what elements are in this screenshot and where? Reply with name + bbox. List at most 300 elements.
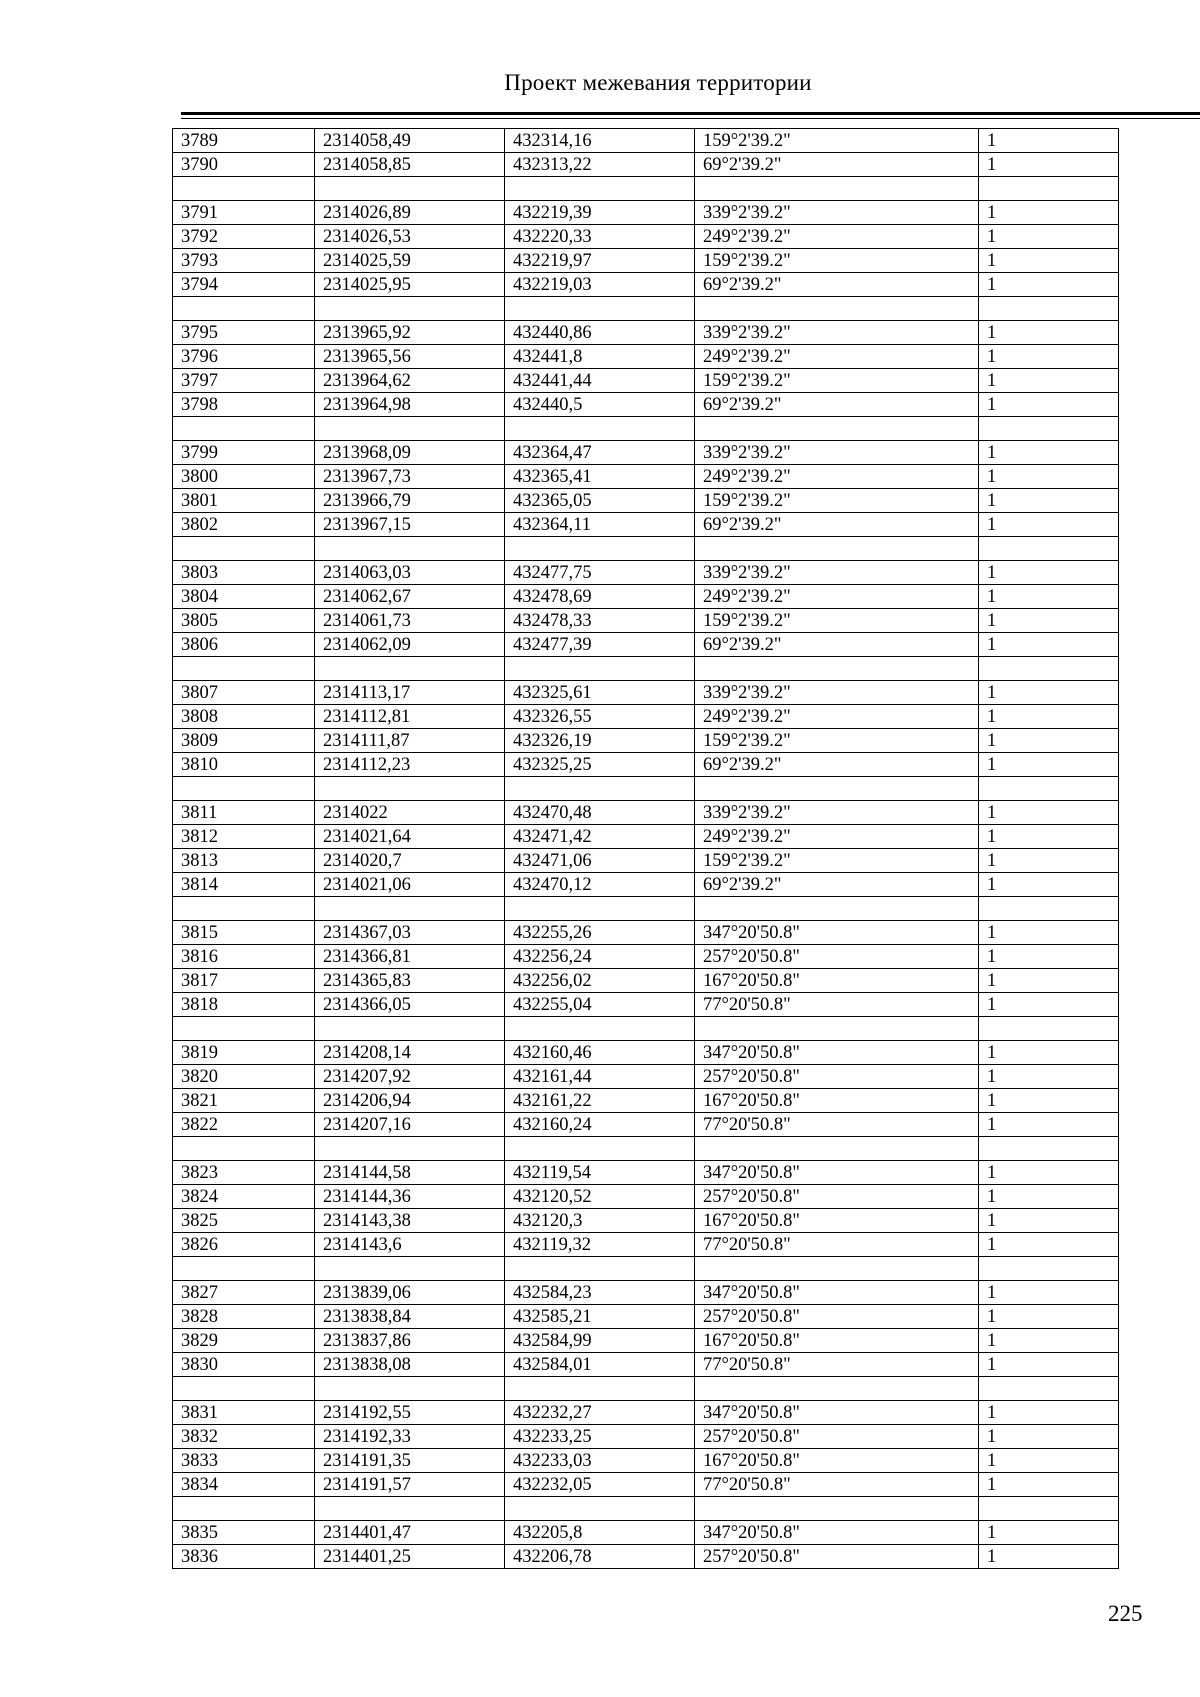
x-coordinate-cell: 2314021,06 [315, 873, 505, 897]
y-coordinate-cell: 432441,44 [505, 369, 695, 393]
distance-cell: 1 [979, 1425, 1119, 1449]
point-number-cell: 3797 [173, 369, 315, 393]
point-number-cell: 3823 [173, 1161, 315, 1185]
direction-angle-cell: 167°20'50.8" [695, 1209, 979, 1233]
point-number-cell: 3819 [173, 1041, 315, 1065]
y-coordinate-cell: 432160,24 [505, 1113, 695, 1137]
point-number-cell [173, 1377, 315, 1401]
point-number-cell [173, 897, 315, 921]
y-coordinate-cell [505, 777, 695, 801]
distance-cell: 1 [979, 1089, 1119, 1113]
direction-angle-cell: 159°2'39.2" [695, 249, 979, 273]
point-number-cell: 3808 [173, 705, 315, 729]
distance-cell: 1 [979, 513, 1119, 537]
direction-angle-cell [695, 537, 979, 561]
x-coordinate-cell: 2313967,73 [315, 465, 505, 489]
table-row [173, 1281, 1119, 1305]
table-row [173, 585, 1119, 609]
x-coordinate-cell [315, 777, 505, 801]
point-number-cell: 3815 [173, 921, 315, 945]
table-row [173, 441, 1119, 465]
point-number-cell: 3790 [173, 153, 315, 177]
y-coordinate-cell: 432206,78 [505, 1545, 695, 1569]
distance-cell: 1 [979, 1449, 1119, 1473]
x-coordinate-cell: 2314112,23 [315, 753, 505, 777]
point-number-cell: 3807 [173, 681, 315, 705]
distance-cell: 1 [979, 561, 1119, 585]
distance-cell [979, 1257, 1119, 1281]
y-coordinate-cell: 432325,61 [505, 681, 695, 705]
table-row [173, 225, 1119, 249]
distance-cell [979, 1377, 1119, 1401]
distance-cell: 1 [979, 225, 1119, 249]
distance-cell: 1 [979, 369, 1119, 393]
point-number-cell: 3828 [173, 1305, 315, 1329]
table-row [173, 1113, 1119, 1137]
table-row [173, 1545, 1119, 1569]
point-number-cell: 3827 [173, 1281, 315, 1305]
point-number-cell: 3793 [173, 249, 315, 273]
distance-cell: 1 [979, 753, 1119, 777]
point-number-cell: 3798 [173, 393, 315, 417]
x-coordinate-cell: 2314192,33 [315, 1425, 505, 1449]
header-rule-thick [181, 112, 1200, 115]
distance-cell: 1 [979, 705, 1119, 729]
direction-angle-cell: 159°2'39.2" [695, 129, 979, 153]
x-coordinate-cell: 2314063,03 [315, 561, 505, 585]
point-number-cell: 3800 [173, 465, 315, 489]
direction-angle-cell: 77°20'50.8" [695, 1233, 979, 1257]
point-number-cell [173, 537, 315, 561]
direction-angle-cell: 257°20'50.8" [695, 945, 979, 969]
direction-angle-cell [695, 777, 979, 801]
distance-cell [979, 417, 1119, 441]
y-coordinate-cell: 432440,86 [505, 321, 695, 345]
x-coordinate-cell: 2314025,59 [315, 249, 505, 273]
direction-angle-cell: 257°20'50.8" [695, 1065, 979, 1089]
point-number-cell: 3799 [173, 441, 315, 465]
distance-cell: 1 [979, 585, 1119, 609]
y-coordinate-cell [505, 537, 695, 561]
point-number-cell [173, 1137, 315, 1161]
y-coordinate-cell [505, 417, 695, 441]
point-number-cell: 3809 [173, 729, 315, 753]
direction-angle-cell: 339°2'39.2" [695, 201, 979, 225]
y-coordinate-cell [505, 897, 695, 921]
distance-cell: 1 [979, 1329, 1119, 1353]
y-coordinate-cell [505, 1017, 695, 1041]
direction-angle-cell: 167°20'50.8" [695, 1449, 979, 1473]
y-coordinate-cell: 432471,42 [505, 825, 695, 849]
coordinates-table [172, 128, 1119, 1569]
direction-angle-cell [695, 1017, 979, 1041]
direction-angle-cell: 257°20'50.8" [695, 1185, 979, 1209]
point-number-cell: 3825 [173, 1209, 315, 1233]
x-coordinate-cell [315, 657, 505, 681]
distance-cell [979, 657, 1119, 681]
y-coordinate-cell: 432233,25 [505, 1425, 695, 1449]
point-number-cell: 3831 [173, 1401, 315, 1425]
table-row [173, 849, 1119, 873]
distance-cell: 1 [979, 321, 1119, 345]
table-row [173, 1473, 1119, 1497]
point-number-cell [173, 777, 315, 801]
y-coordinate-cell: 432255,26 [505, 921, 695, 945]
direction-angle-cell: 339°2'39.2" [695, 321, 979, 345]
point-number-cell [173, 1497, 315, 1521]
direction-angle-cell [695, 177, 979, 201]
x-coordinate-cell: 2314191,57 [315, 1473, 505, 1497]
x-coordinate-cell: 2314143,38 [315, 1209, 505, 1233]
direction-angle-cell: 249°2'39.2" [695, 345, 979, 369]
x-coordinate-cell [315, 1257, 505, 1281]
point-number-cell: 3835 [173, 1521, 315, 1545]
distance-cell: 1 [979, 969, 1119, 993]
y-coordinate-cell [505, 1377, 695, 1401]
header-rule-thin [181, 118, 1200, 119]
point-number-cell: 3795 [173, 321, 315, 345]
separator-row [173, 897, 1119, 921]
distance-cell: 1 [979, 729, 1119, 753]
distance-cell: 1 [979, 921, 1119, 945]
table-row [173, 249, 1119, 273]
x-coordinate-cell: 2314111,87 [315, 729, 505, 753]
x-coordinate-cell: 2313838,84 [315, 1305, 505, 1329]
table-row [173, 921, 1119, 945]
y-coordinate-cell: 432161,44 [505, 1065, 695, 1089]
point-number-cell: 3832 [173, 1425, 315, 1449]
y-coordinate-cell: 432365,05 [505, 489, 695, 513]
distance-cell: 1 [979, 273, 1119, 297]
table-row [173, 969, 1119, 993]
y-coordinate-cell: 432365,41 [505, 465, 695, 489]
direction-angle-cell: 339°2'39.2" [695, 561, 979, 585]
distance-cell: 1 [979, 1353, 1119, 1377]
distance-cell: 1 [979, 1521, 1119, 1545]
direction-angle-cell: 249°2'39.2" [695, 585, 979, 609]
point-number-cell: 3824 [173, 1185, 315, 1209]
distance-cell: 1 [979, 345, 1119, 369]
coordinates-table-body [173, 129, 1119, 1569]
x-coordinate-cell [315, 537, 505, 561]
separator-row [173, 777, 1119, 801]
y-coordinate-cell: 432120,52 [505, 1185, 695, 1209]
separator-row [173, 1497, 1119, 1521]
y-coordinate-cell: 432161,22 [505, 1089, 695, 1113]
distance-cell: 1 [979, 1281, 1119, 1305]
point-number-cell: 3817 [173, 969, 315, 993]
distance-cell: 1 [979, 1185, 1119, 1209]
x-coordinate-cell: 2314058,85 [315, 153, 505, 177]
point-number-cell: 3792 [173, 225, 315, 249]
direction-angle-cell [695, 297, 979, 321]
x-coordinate-cell: 2314062,67 [315, 585, 505, 609]
direction-angle-cell: 249°2'39.2" [695, 705, 979, 729]
point-number-cell: 3822 [173, 1113, 315, 1137]
point-number-cell: 3833 [173, 1449, 315, 1473]
page-title: Проект межевания территории [504, 70, 812, 95]
distance-cell: 1 [979, 801, 1119, 825]
direction-angle-cell: 77°20'50.8" [695, 1113, 979, 1137]
point-number-cell: 3801 [173, 489, 315, 513]
point-number-cell: 3794 [173, 273, 315, 297]
separator-row [173, 1017, 1119, 1041]
x-coordinate-cell [315, 1377, 505, 1401]
y-coordinate-cell: 432256,02 [505, 969, 695, 993]
y-coordinate-cell: 432205,8 [505, 1521, 695, 1545]
distance-cell: 1 [979, 1209, 1119, 1233]
distance-cell: 1 [979, 873, 1119, 897]
table-row [173, 321, 1119, 345]
point-number-cell: 3791 [173, 201, 315, 225]
direction-angle-cell: 159°2'39.2" [695, 369, 979, 393]
point-number-cell: 3811 [173, 801, 315, 825]
point-number-cell: 3816 [173, 945, 315, 969]
x-coordinate-cell: 2314365,83 [315, 969, 505, 993]
table-row [173, 1089, 1119, 1113]
direction-angle-cell: 347°20'50.8" [695, 921, 979, 945]
distance-cell: 1 [979, 681, 1119, 705]
distance-cell: 1 [979, 441, 1119, 465]
direction-angle-cell: 69°2'39.2" [695, 753, 979, 777]
y-coordinate-cell: 432364,11 [505, 513, 695, 537]
x-coordinate-cell: 2313968,09 [315, 441, 505, 465]
table-row [173, 1065, 1119, 1089]
table-row [173, 1161, 1119, 1185]
table-row [173, 1233, 1119, 1257]
table-row [173, 633, 1119, 657]
direction-angle-cell: 249°2'39.2" [695, 465, 979, 489]
table-row [173, 753, 1119, 777]
x-coordinate-cell: 2314401,25 [315, 1545, 505, 1569]
table-row [173, 273, 1119, 297]
y-coordinate-cell [505, 1137, 695, 1161]
direction-angle-cell [695, 1497, 979, 1521]
x-coordinate-cell: 2314207,92 [315, 1065, 505, 1089]
distance-cell: 1 [979, 1065, 1119, 1089]
point-number-cell: 3803 [173, 561, 315, 585]
table-row [173, 489, 1119, 513]
y-coordinate-cell: 432232,27 [505, 1401, 695, 1425]
direction-angle-cell: 77°20'50.8" [695, 1473, 979, 1497]
distance-cell [979, 1017, 1119, 1041]
y-coordinate-cell: 432477,39 [505, 633, 695, 657]
table-row [173, 369, 1119, 393]
x-coordinate-cell: 2313967,15 [315, 513, 505, 537]
direction-angle-cell [695, 657, 979, 681]
y-coordinate-cell: 432584,99 [505, 1329, 695, 1353]
distance-cell: 1 [979, 1305, 1119, 1329]
x-coordinate-cell [315, 897, 505, 921]
direction-angle-cell: 69°2'39.2" [695, 393, 979, 417]
table-row [173, 945, 1119, 969]
point-number-cell: 3812 [173, 825, 315, 849]
table-row [173, 1305, 1119, 1329]
page-number: 225 [1108, 1601, 1143, 1626]
direction-angle-cell [695, 1257, 979, 1281]
y-coordinate-cell [505, 1257, 695, 1281]
point-number-cell [173, 297, 315, 321]
table-row [173, 1449, 1119, 1473]
point-number-cell [173, 177, 315, 201]
point-number-cell [173, 1257, 315, 1281]
point-number-cell: 3806 [173, 633, 315, 657]
y-coordinate-cell: 432160,46 [505, 1041, 695, 1065]
distance-cell: 1 [979, 1473, 1119, 1497]
point-number-cell: 3796 [173, 345, 315, 369]
point-number-cell [173, 657, 315, 681]
distance-cell: 1 [979, 825, 1119, 849]
separator-row [173, 177, 1119, 201]
y-coordinate-cell: 432313,22 [505, 153, 695, 177]
separator-row [173, 417, 1119, 441]
direction-angle-cell: 159°2'39.2" [695, 849, 979, 873]
distance-cell: 1 [979, 1161, 1119, 1185]
distance-cell: 1 [979, 849, 1119, 873]
x-coordinate-cell: 2314206,94 [315, 1089, 505, 1113]
x-coordinate-cell: 2314191,35 [315, 1449, 505, 1473]
y-coordinate-cell: 432232,05 [505, 1473, 695, 1497]
x-coordinate-cell [315, 417, 505, 441]
y-coordinate-cell: 432255,04 [505, 993, 695, 1017]
x-coordinate-cell: 2314113,17 [315, 681, 505, 705]
direction-angle-cell: 339°2'39.2" [695, 441, 979, 465]
distance-cell: 1 [979, 633, 1119, 657]
point-number-cell [173, 1017, 315, 1041]
direction-angle-cell [695, 897, 979, 921]
direction-angle-cell: 159°2'39.2" [695, 489, 979, 513]
x-coordinate-cell [315, 1017, 505, 1041]
y-coordinate-cell: 432471,06 [505, 849, 695, 873]
distance-cell: 1 [979, 465, 1119, 489]
point-number-cell: 3810 [173, 753, 315, 777]
direction-angle-cell: 249°2'39.2" [695, 225, 979, 249]
x-coordinate-cell: 2314207,16 [315, 1113, 505, 1137]
x-coordinate-cell: 2313838,08 [315, 1353, 505, 1377]
y-coordinate-cell: 432314,16 [505, 129, 695, 153]
x-coordinate-cell: 2314112,81 [315, 705, 505, 729]
table-row [173, 801, 1119, 825]
separator-row [173, 657, 1119, 681]
y-coordinate-cell: 432220,33 [505, 225, 695, 249]
distance-cell: 1 [979, 1113, 1119, 1137]
direction-angle-cell: 69°2'39.2" [695, 633, 979, 657]
table-row [173, 465, 1119, 489]
point-number-cell: 3829 [173, 1329, 315, 1353]
direction-angle-cell: 69°2'39.2" [695, 873, 979, 897]
x-coordinate-cell: 2314026,89 [315, 201, 505, 225]
y-coordinate-cell: 432477,75 [505, 561, 695, 585]
x-coordinate-cell: 2314144,58 [315, 1161, 505, 1185]
y-coordinate-cell: 432325,25 [505, 753, 695, 777]
x-coordinate-cell: 2314061,73 [315, 609, 505, 633]
direction-angle-cell: 347°20'50.8" [695, 1161, 979, 1185]
x-coordinate-cell: 2314401,47 [315, 1521, 505, 1545]
direction-angle-cell: 339°2'39.2" [695, 801, 979, 825]
point-number-cell: 3814 [173, 873, 315, 897]
y-coordinate-cell: 432326,19 [505, 729, 695, 753]
table-row [173, 609, 1119, 633]
distance-cell [979, 1497, 1119, 1521]
direction-angle-cell [695, 417, 979, 441]
direction-angle-cell: 257°20'50.8" [695, 1305, 979, 1329]
point-number-cell: 3805 [173, 609, 315, 633]
table-row [173, 129, 1119, 153]
direction-angle-cell: 69°2'39.2" [695, 153, 979, 177]
y-coordinate-cell: 432119,54 [505, 1161, 695, 1185]
distance-cell: 1 [979, 1545, 1119, 1569]
y-coordinate-cell: 432219,03 [505, 273, 695, 297]
x-coordinate-cell: 2314026,53 [315, 225, 505, 249]
y-coordinate-cell [505, 657, 695, 681]
table-row [173, 681, 1119, 705]
distance-cell: 1 [979, 201, 1119, 225]
point-number-cell: 3834 [173, 1473, 315, 1497]
table-row [173, 201, 1119, 225]
y-coordinate-cell: 432326,55 [505, 705, 695, 729]
x-coordinate-cell [315, 1137, 505, 1161]
distance-cell [979, 897, 1119, 921]
y-coordinate-cell: 432120,3 [505, 1209, 695, 1233]
direction-angle-cell: 159°2'39.2" [695, 609, 979, 633]
direction-angle-cell: 69°2'39.2" [695, 273, 979, 297]
point-number-cell [173, 417, 315, 441]
table-row [173, 825, 1119, 849]
direction-angle-cell: 257°20'50.8" [695, 1425, 979, 1449]
point-number-cell: 3826 [173, 1233, 315, 1257]
x-coordinate-cell: 2314062,09 [315, 633, 505, 657]
point-number-cell: 3802 [173, 513, 315, 537]
point-number-cell: 3813 [173, 849, 315, 873]
x-coordinate-cell: 2314025,95 [315, 273, 505, 297]
direction-angle-cell [695, 1377, 979, 1401]
x-coordinate-cell [315, 1497, 505, 1521]
separator-row [173, 1377, 1119, 1401]
distance-cell: 1 [979, 993, 1119, 1017]
direction-angle-cell [695, 1137, 979, 1161]
x-coordinate-cell: 2314192,55 [315, 1401, 505, 1425]
y-coordinate-cell: 432470,12 [505, 873, 695, 897]
y-coordinate-cell: 432219,39 [505, 201, 695, 225]
distance-cell: 1 [979, 129, 1119, 153]
table-row [173, 345, 1119, 369]
point-number-cell: 3818 [173, 993, 315, 1017]
table-row [173, 1353, 1119, 1377]
y-coordinate-cell [505, 177, 695, 201]
y-coordinate-cell: 432119,32 [505, 1233, 695, 1257]
y-coordinate-cell: 432584,23 [505, 1281, 695, 1305]
x-coordinate-cell [315, 177, 505, 201]
y-coordinate-cell: 432584,01 [505, 1353, 695, 1377]
y-coordinate-cell: 432219,97 [505, 249, 695, 273]
distance-cell [979, 297, 1119, 321]
direction-angle-cell: 167°20'50.8" [695, 969, 979, 993]
y-coordinate-cell: 432478,69 [505, 585, 695, 609]
y-coordinate-cell [505, 1497, 695, 1521]
x-coordinate-cell: 2314366,05 [315, 993, 505, 1017]
x-coordinate-cell: 2313964,62 [315, 369, 505, 393]
y-coordinate-cell: 432256,24 [505, 945, 695, 969]
y-coordinate-cell [505, 297, 695, 321]
y-coordinate-cell: 432441,8 [505, 345, 695, 369]
table-row [173, 1185, 1119, 1209]
y-coordinate-cell: 432440,5 [505, 393, 695, 417]
direction-angle-cell: 167°20'50.8" [695, 1089, 979, 1113]
separator-row [173, 1137, 1119, 1161]
x-coordinate-cell: 2314144,36 [315, 1185, 505, 1209]
distance-cell [979, 1137, 1119, 1161]
distance-cell: 1 [979, 249, 1119, 273]
